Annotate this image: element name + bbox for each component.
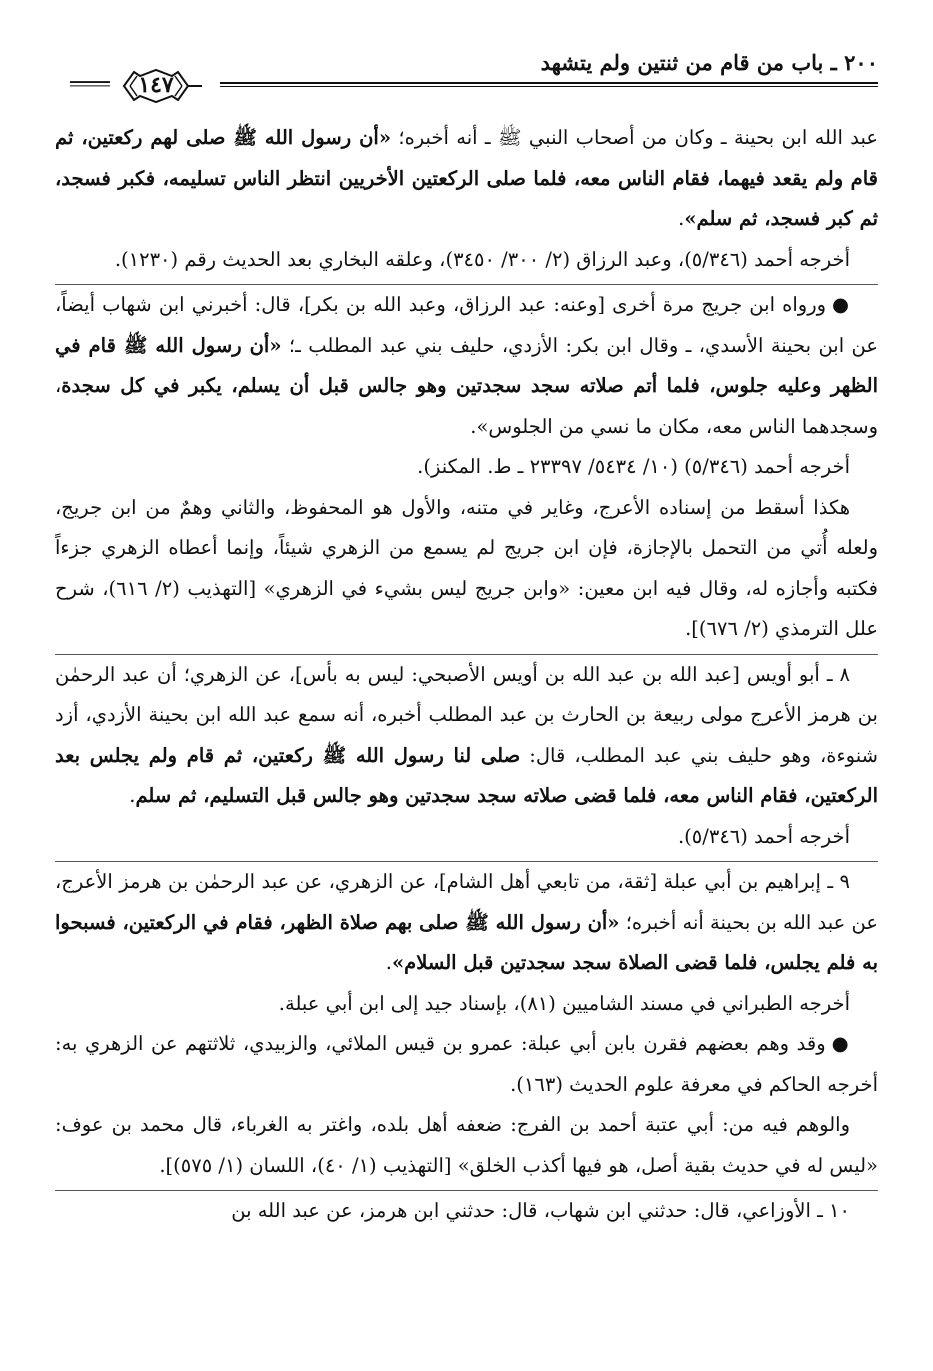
takhrij-2: أخرجه أحمد (٥/٣٤٦) (١٠/ ٥٤٣٤/ ٢٣٣٩٧ ـ ط. المكنز). — [417, 455, 850, 478]
paragraph-hadith-1: عبد الله ابن بحينة ـ وكان من أصحاب النبي ﷺ ـ أنه أخبره؛ «أن رسول الله ﷺ صلى لهم ركعتين، ثم قام ولم يقعد فيهما، فقام الناس معه، فلما صلى الركعتين الأخريين انتظر الناس تسليمه، فكبر فسجد، ثم كبر فسجد، ثم سلم». — [55, 126, 878, 230]
takhrij-1: أخرجه أحمد (٥/٣٤٦)، وعبد الرزاق (٢/ ٣٠٠/ ٣٤٥٠)، وعلقه البخاري بعد الحديث رقم (١٢٣٠). — [114, 247, 850, 271]
page-body — [55, 118, 878, 1232]
paragraph-abu-uways: ٨ ـ أبو أويس [عبد الله بن عبد الله بن أويس الأصبحي: ليس به بأس]، عن الزهري؛ أن عبد الرحمٰن بن هرمز الأعرج مولى ربيعة بن الحارث بن عبد المطلب أخبره، أنه سمع عبد الله ابن بحينة الأزدي، أزد شنوءة، وهو حليف بني عبد المطلب، قال: صلى لنا رسول الله ﷺ ركعتين، ثم قام ولم يجلس بعد الركعتين، فقام الناس معه، فلما قضى صلاته سجد سجدتين وهو جالس قبل التسليم، ثم سلم. — [55, 662, 878, 807]
badge-lines-icon — [70, 79, 110, 89]
paragraph-ibn-jurayj: ●ورواه ابن جريج مرة أخرى [وعنه: عبد الرزاق، وعبد الله بن بكر]، قال: أخبرني ابن شهاب أيضاً، عن ابن بحينة الأسدي، ـ وقال ابن بكر: الأزدي، حليف بني عبد المطلب ـ؛ «أن رسول الله ﷺ قام في الظهر وعليه جلوس، فلما أتم صلاته سجد سجدتين وهو جالس قبل أن يسلم، يكبر في كل سجدة، وسجدهما الناس معه، مكان ما نسي من الجلوس». — [55, 293, 878, 438]
page-header — [70, 42, 878, 112]
paragraph-ibn-abi-abla: ٩ ـ إبراهيم بن أبي عبلة [ثقة، من تابعي أهل الشام]، عن الزهري، عن عبد الرحمٰن بن هرمز الأعرج، عن عبد الله بن بحينة أنه أخبره؛ «أن رسول الله ﷺ صلى بهم صلاة الظهر، فقام في الركعتين، فسبحوا به فلم يجلس، فلما قضى الصلاة سجد سجدتين قبل السلام». — [55, 870, 879, 974]
page-number: ١٤٧ — [138, 72, 174, 98]
bullet-icon: ● — [831, 1032, 851, 1055]
commentary-2: والوهم فيه من: أبي عتبة أحمد بن الفرج: ضعفه أهل بلده، واغتر به الغرباء، قال محمد بن عوف: «ليس له في حديث بقية أصل، هو فيها أكذب الخلق» [التهذيب (١/ ٤٠)، اللسان (١/ ٥٧٥)]. — [55, 1113, 878, 1177]
matn-text: «أن رسول الله ﷺ قام في الظهر وعليه جلوس، فلما أتم صلاته سجد سجدتين وهو جالس قبل أن يسلم، يكبر في كل سجدة — [55, 333, 878, 397]
header-rule-thin — [220, 86, 878, 87]
takhrij-4: أخرجه الطبراني في مسند الشاميين (٨١)، بإسناد جيد إلى ابن أبي عبلة. — [278, 991, 850, 1015]
bullet-icon: ● — [832, 293, 850, 316]
takhrij-3: أخرجه أحمد (٥/٣٤٦). — [677, 824, 850, 848]
chapter-title: ٢٠٠ ـ باب من قام من ثنتين ولم يتشهد — [540, 50, 878, 75]
paragraph-wahm: ●وقد وهم بعضهم فقرن بابن أبي عبلة: عمرو بن قيس الملائي، والزبيدي، ثلاثتهم عن الزهري به: أخرجه الحاكم في معرفة علوم الحديث (١٦٣). — [55, 1032, 878, 1096]
commentary-1: هكذا أسقط من إسناده الأعرج، وغاير في متنه، والأول هو المحفوظ، والثاني وهمٌ من ابن جريج، ولعله أُتي من التحمل بالإجازة، فإن ابن جريج لم يسمع من الزهري شيئاً، وإنما أعطاه الزهري جزءاً فكتبه وأجازه له، وقال فيه ابن معين: «وابن جريج ليس بشيء في الزهري» [التهذيب (٢/ ٦١٦)، شرح علل الترمذي (٢/ ٦٧٦)]. — [55, 495, 878, 640]
matn-text: صلى لنا رسول الله ﷺ ركعتين، ثم قام ولم يجلس بعد الركعتين، فقام الناس معه، فلما قضى صلاته سجد سجدتين وهو جالس قبل التسليم، ثم سلم — [55, 743, 878, 807]
isnad-text: عبد الله ابن بحينة ـ وكان من أصحاب النبي ﷺ ـ أنه أخبره؛ — [391, 126, 878, 149]
page-number-badge — [110, 66, 202, 106]
header-rule — [220, 82, 878, 84]
paragraph-awzai: ١٠ ـ الأوزاعي، قال: حدثني ابن شهاب، قال: حدثني ابن هرمز، عن عبد الله بن — [231, 1199, 850, 1222]
matn-text: «أن رسول الله ﷺ صلى بهم صلاة الظهر، فقام في الركعتين، فسبحوا به فلم يجلس، فلما قضى الصلاة سجد سجدتين قبل السلام» — [55, 910, 878, 974]
matn-text: «أن رسول الله ﷺ صلى لهم ركعتين، ثم قام ولم يقعد فيهما، فقام الناس معه، فلما صلى الركعتين الأخريين انتظر الناس تسليمه، فكبر فسجد، ثم كبر فسجد، ثم سلم» — [55, 126, 878, 230]
